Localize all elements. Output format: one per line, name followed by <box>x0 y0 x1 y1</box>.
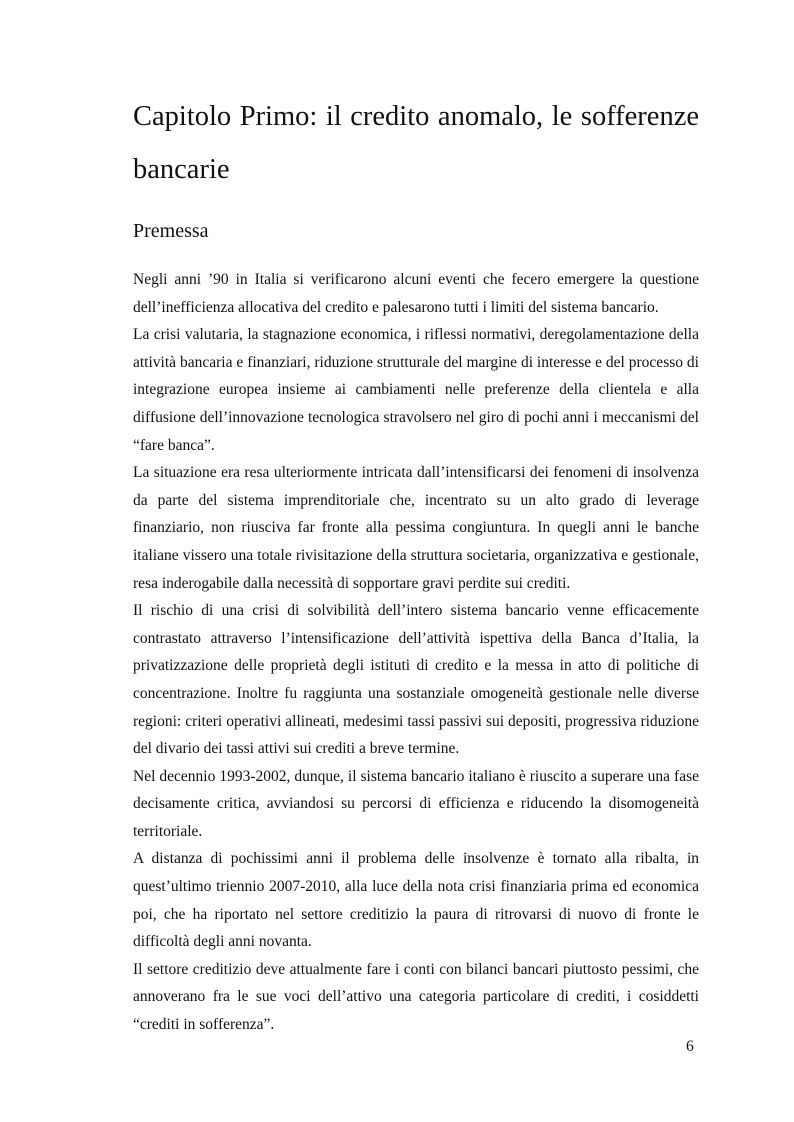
paragraph: Negli anni ’90 in Italia si verificarono alcuni eventi che fecero emergere la questione dell’inefficienza allocativa del credito e palesarono tutti i limiti del sistema bancario. <box>133 271 699 316</box>
paragraph: A distanza di pochissimi anni il problema delle insolvenze è tornato alla ribalta, in quest’ultimo triennio 2007-2010, alla luce della nota crisi finanziaria prima ed economica poi, che ha riportato nel settore creditizio la paura di ritrovarsi di nuovo di fronte le difficoltà degli anni novanta. <box>133 850 699 951</box>
chapter-title: Capitolo Primo: il credito anomalo, le sofferenze bancarie <box>133 101 699 185</box>
document-page <box>133 90 699 1039</box>
page-number: 6 <box>686 1038 694 1055</box>
paragraph: Il settore creditizio deve attualmente fare i conti con bilanci bancari piuttosto pessimi, che annoverano fra le sue voci dell’attivo una categoria particolare di crediti, i cosiddetti “crediti in sofferenza”. <box>133 960 699 1034</box>
paragraph: Il rischio di una crisi di solvibilità dell’intero sistema bancario venne efficacemente contrastato attraverso l’intensificazione dell’attività ispettiva della Banca d’Italia, la privatizzazione delle proprietà degli istituti di credito e la messa in atto di politiche di concentrazione. Inoltre fu raggiunta una sostanziale omogeneità gestionale nelle diverse regioni: criteri operativi allineati, medesimi tassi passivi sui depositi, progressiva riduzione del divario dei tassi attivi sui crediti a breve termine. <box>133 602 699 758</box>
paragraph: La crisi valutaria, la stagnazione economica, i riflessi normativi, deregolamentazione della attività bancaria e finanziari, riduzione strutturale del margine di interesse e del processo di integrazione europea insieme ai cambiamenti nelle preferenze della clientela e alla diffusione dell’innovazione tecnologica stravolsero nel giro di pochi anni i meccanismi del “fare banca”. <box>133 326 699 454</box>
paragraph: Nel decennio 1993-2002, dunque, il sistema bancario italiano è riuscito a superare una fase decisamente critica, avviandosi su percorsi di efficienza e riducendo la disomogeneità territoriale. <box>133 767 699 840</box>
section-heading: Premessa <box>133 220 209 242</box>
body-text <box>133 266 699 1039</box>
paragraph: La situazione era resa ulteriormente intricata dall’intensificarsi dei fenomeni di insolvenza da parte del sistema imprenditoriale che, incentrato su un alto grado di leverage finanziario, non riusciva far fronte alla pessima congiuntura. In quegli anni le banche italiane vissero una totale rivisitazione della struttura societaria, organizzativa e gestionale, resa inderogabile dalla necessità di sopportare gravi perdite sui crediti. <box>133 464 699 592</box>
